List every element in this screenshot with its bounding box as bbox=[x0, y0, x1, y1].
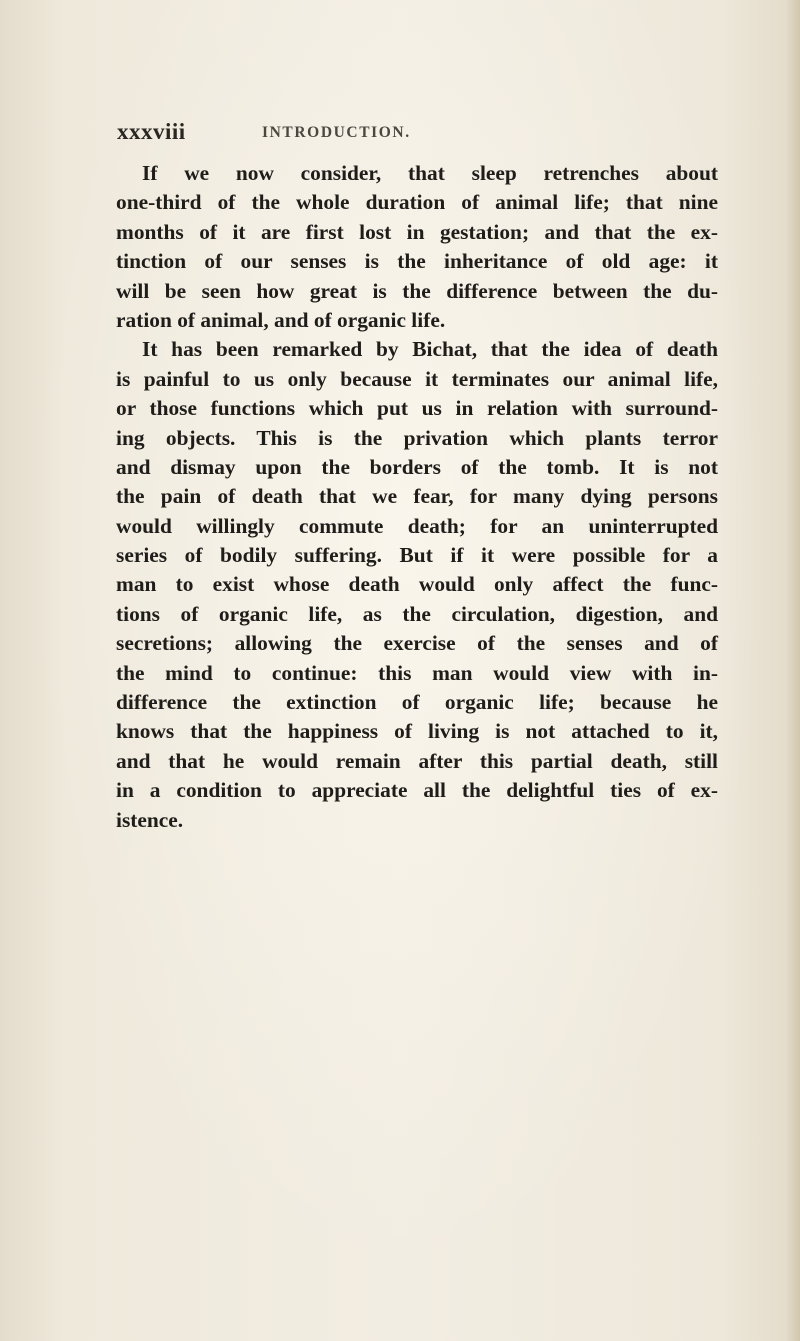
text-line: difference the extinction of organic life; because he bbox=[116, 690, 718, 715]
text-line: would willingly commute death; for an uninterrupted bbox=[116, 513, 718, 538]
text-line: tinction of our senses is the inheritance of old age: it bbox=[116, 249, 718, 274]
text-line: secretions; allowing the exercise of the senses and of bbox=[116, 631, 718, 656]
text-line: the pain of death that we fear, for many dying persons bbox=[116, 484, 718, 509]
running-head bbox=[117, 119, 717, 149]
text-line: or those functions which put us in relation with surround- bbox=[116, 396, 718, 421]
text-line: tions of organic life, as the circulation, digestion, and bbox=[116, 601, 718, 626]
text-line: one-third of the whole duration of animal life; that nine bbox=[116, 190, 718, 215]
text-line: will be seen how great is the difference between the du- bbox=[116, 278, 718, 303]
text-line: in a condition to appreciate all the delightful ties of ex- bbox=[116, 778, 718, 803]
text-line: and that he would remain after this partial death, still bbox=[116, 748, 718, 773]
text-line: ing objects. This is the privation which plants terror bbox=[116, 425, 718, 450]
text-line: the mind to continue: this man would view with in- bbox=[116, 660, 718, 685]
paragraph-1 bbox=[116, 159, 718, 335]
text-line: series of bodily suffering. But if it were possible for a bbox=[116, 543, 718, 568]
text-line: istence. bbox=[116, 807, 184, 832]
page-edge-shadow bbox=[786, 0, 800, 1341]
page-number: xxxviii bbox=[117, 119, 186, 144]
text-line: is painful to us only because it terminates our animal life, bbox=[116, 366, 718, 391]
text-line: ration of animal, and of organic life. bbox=[116, 307, 446, 332]
text-line: If we now consider, that sleep retrenches about bbox=[142, 161, 718, 185]
text-line: months of it are first lost in gestation; and that the ex- bbox=[116, 219, 718, 244]
text-line: and dismay upon the borders of the tomb. It is not bbox=[116, 454, 718, 479]
section-title: INTRODUCTION. bbox=[262, 124, 411, 141]
text-line: knows that the happiness of living is not attached to it, bbox=[116, 719, 718, 744]
text-line: It has been remarked by Bichat, that the idea of death bbox=[142, 337, 718, 362]
paragraph-2 bbox=[116, 335, 718, 835]
text-line: man to exist whose death would only affect the func- bbox=[116, 572, 718, 597]
body-text bbox=[116, 159, 718, 835]
